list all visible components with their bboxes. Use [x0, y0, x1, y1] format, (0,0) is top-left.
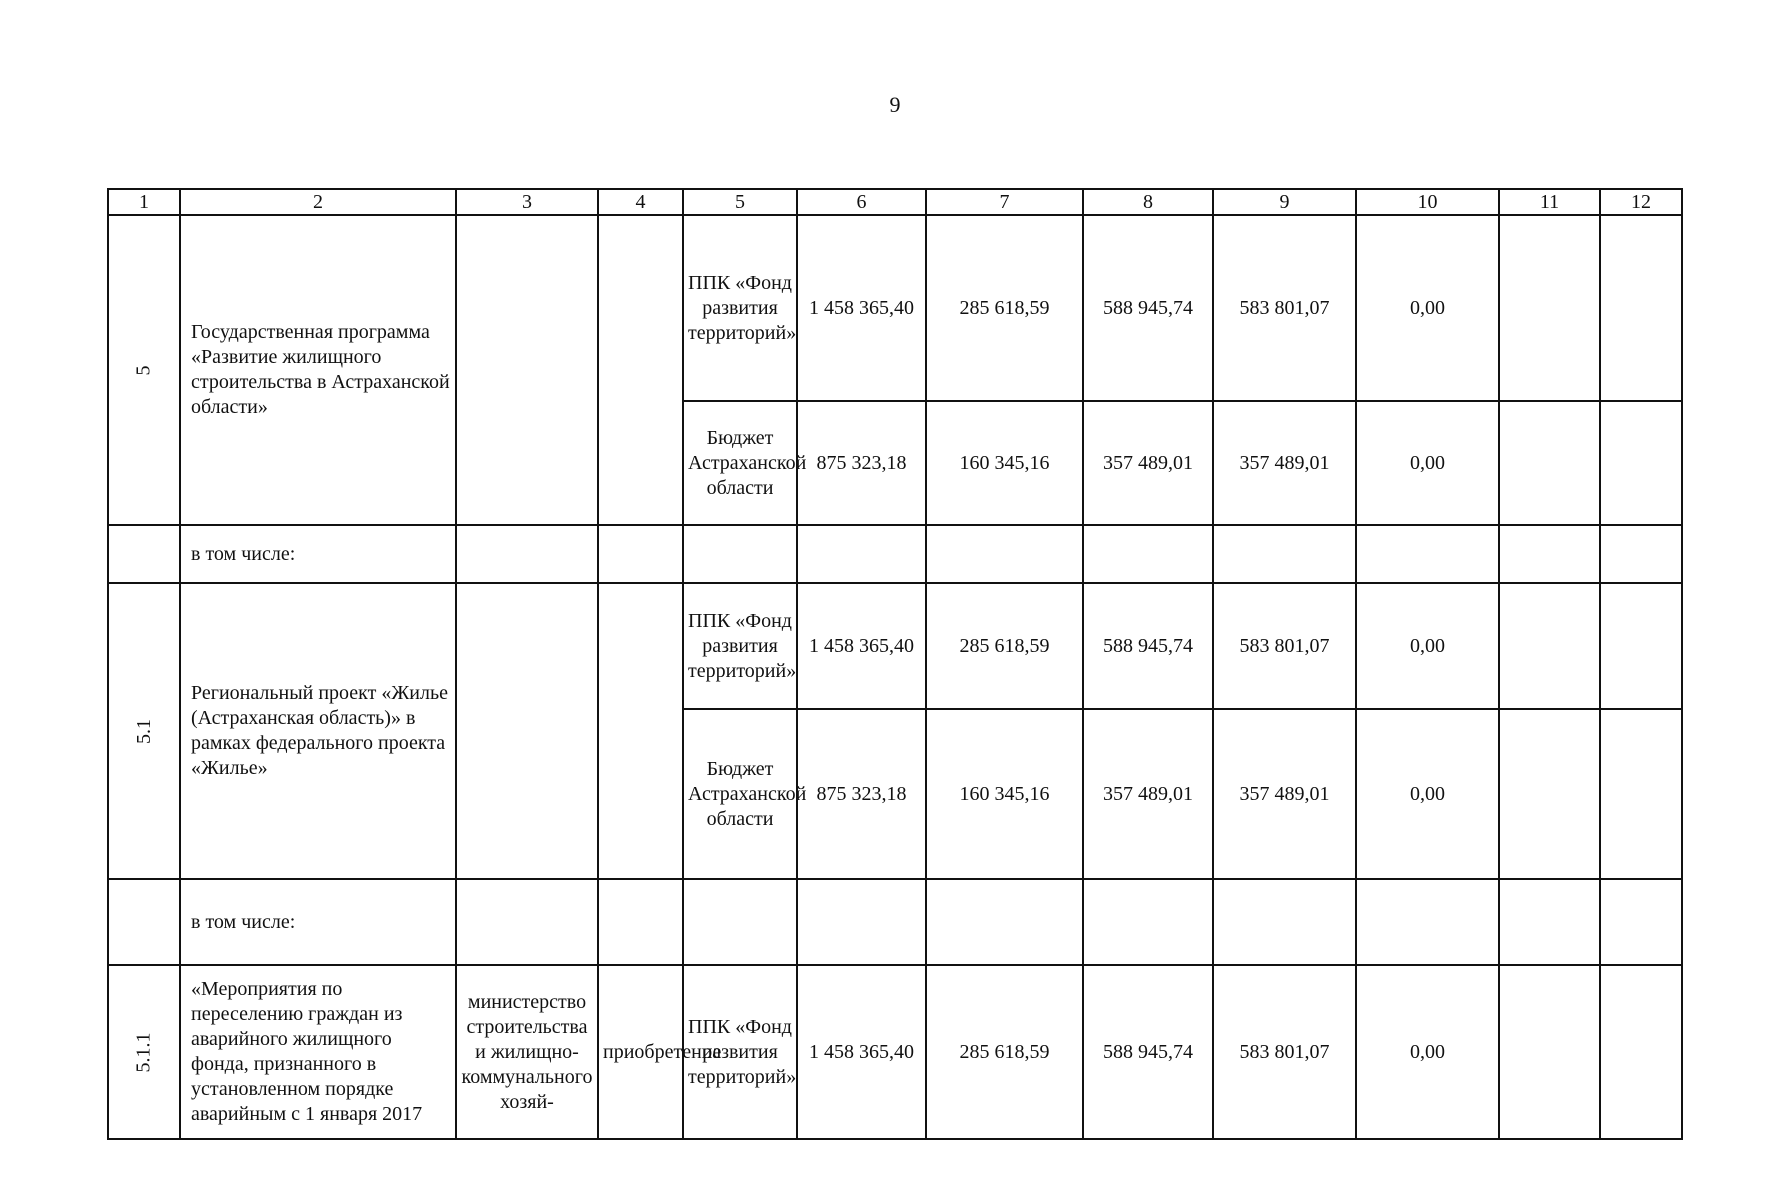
value-cell: 160 345,16: [926, 401, 1083, 525]
value-cell: 0,00: [1356, 215, 1499, 401]
empty-cell: [1356, 879, 1499, 965]
row-number: 5.1: [132, 718, 155, 744]
row-number-cell: [108, 583, 180, 879]
empty-cell: [598, 879, 683, 965]
executor-cell: [456, 583, 598, 879]
value-cell: 0,00: [1356, 709, 1499, 879]
value-cell: 588 945,74: [1083, 583, 1213, 709]
column-number: 12: [1600, 189, 1682, 215]
empty-cell: [456, 525, 598, 583]
value-cell: 583 801,07: [1213, 965, 1356, 1139]
column-number: 11: [1499, 189, 1600, 215]
method: приобретение: [598, 965, 683, 1139]
row-number: 5.1.1: [132, 1032, 155, 1072]
empty-cell: [1499, 709, 1600, 879]
funding-source: ППК «Фонд развития территорий»: [683, 215, 797, 401]
value-cell: 583 801,07: [1213, 215, 1356, 401]
empty-cell: [1499, 965, 1600, 1139]
value-cell: 160 345,16: [926, 709, 1083, 879]
empty-cell: [1600, 583, 1682, 709]
column-number: 6: [797, 189, 926, 215]
value-cell: 285 618,59: [926, 583, 1083, 709]
row-number: 5: [132, 365, 155, 375]
empty-cell: [1600, 525, 1682, 583]
program-name: Государственная программа «Развитие жилищного строительства в Астраханской области»: [180, 215, 456, 525]
empty-cell: [1083, 525, 1213, 583]
column-number: 10: [1356, 189, 1499, 215]
table-row: [108, 525, 1682, 583]
value-cell: 357 489,01: [1213, 401, 1356, 525]
value-cell: 875 323,18: [797, 709, 926, 879]
value-cell: 875 323,18: [797, 401, 926, 525]
column-number: 3: [456, 189, 598, 215]
empty-cell: [1499, 583, 1600, 709]
executor-cell: [456, 215, 598, 525]
value-cell: 1 458 365,40: [797, 215, 926, 401]
value-cell: 1 458 365,40: [797, 965, 926, 1139]
table-row: [108, 965, 1682, 1139]
empty-cell: [1600, 401, 1682, 525]
empty-cell: [683, 525, 797, 583]
column-number: 9: [1213, 189, 1356, 215]
row-number-cell: [108, 215, 180, 525]
column-number: 5: [683, 189, 797, 215]
empty-cell: [1499, 525, 1600, 583]
empty-cell: [926, 879, 1083, 965]
value-cell: 0,00: [1356, 401, 1499, 525]
empty-cell: [1600, 879, 1682, 965]
empty-cell: [1213, 879, 1356, 965]
empty-cell: [1499, 215, 1600, 401]
value-cell: 285 618,59: [926, 215, 1083, 401]
empty-cell: [797, 525, 926, 583]
value-cell: 285 618,59: [926, 965, 1083, 1139]
funding-source: Бюджет Астраханской области: [683, 709, 797, 879]
value-cell: 1 458 365,40: [797, 583, 926, 709]
column-number: 4: [598, 189, 683, 215]
value-cell: 0,00: [1356, 583, 1499, 709]
executor: министерство строительства и жилищно-коммунального хозяй-: [456, 965, 598, 1139]
project-name: Региональный проект «Жилье (Астраханская область)» в рамках федерального проекта «Жилье»: [180, 583, 456, 879]
including-label: в том числе:: [180, 879, 456, 965]
method-cell: [598, 215, 683, 525]
column-number: 8: [1083, 189, 1213, 215]
measure-name: «Мероприятия по переселению граждан из аварийного жилищного фонда, признанного в установленном порядке аварийным с 1 января 2017: [180, 965, 456, 1139]
value-cell: 588 945,74: [1083, 965, 1213, 1139]
empty-cell: [108, 879, 180, 965]
empty-cell: [1499, 401, 1600, 525]
column-number: 7: [926, 189, 1083, 215]
empty-cell: [1083, 879, 1213, 965]
value-cell: 0,00: [1356, 965, 1499, 1139]
funding-source: ППК «Фонд развития территорий»: [683, 965, 797, 1139]
table-row: [108, 583, 1682, 709]
method-cell: [598, 583, 683, 879]
table-row: [108, 215, 1682, 401]
value-cell: 357 489,01: [1083, 401, 1213, 525]
column-numbers-row: [108, 189, 1682, 215]
empty-cell: [797, 879, 926, 965]
column-number: 1: [108, 189, 180, 215]
empty-cell: [926, 525, 1083, 583]
value-cell: 357 489,01: [1083, 709, 1213, 879]
page-number: 9: [889, 92, 901, 117]
empty-cell: [1499, 879, 1600, 965]
empty-cell: [598, 525, 683, 583]
value-cell: 588 945,74: [1083, 215, 1213, 401]
column-number: 2: [180, 189, 456, 215]
empty-cell: [1600, 215, 1682, 401]
empty-cell: [1600, 965, 1682, 1139]
value-cell: 583 801,07: [1213, 583, 1356, 709]
empty-cell: [1600, 709, 1682, 879]
funding-source: Бюджет Астраханской области: [683, 401, 797, 525]
empty-cell: [108, 525, 180, 583]
table-row: [108, 879, 1682, 965]
program-table: [107, 188, 1683, 1140]
empty-cell: [683, 879, 797, 965]
empty-cell: [1213, 525, 1356, 583]
empty-cell: [1356, 525, 1499, 583]
funding-source: ППК «Фонд развития территорий»: [683, 583, 797, 709]
row-number-cell: [108, 965, 180, 1139]
including-label: в том числе:: [180, 525, 456, 583]
empty-cell: [456, 879, 598, 965]
value-cell: 357 489,01: [1213, 709, 1356, 879]
